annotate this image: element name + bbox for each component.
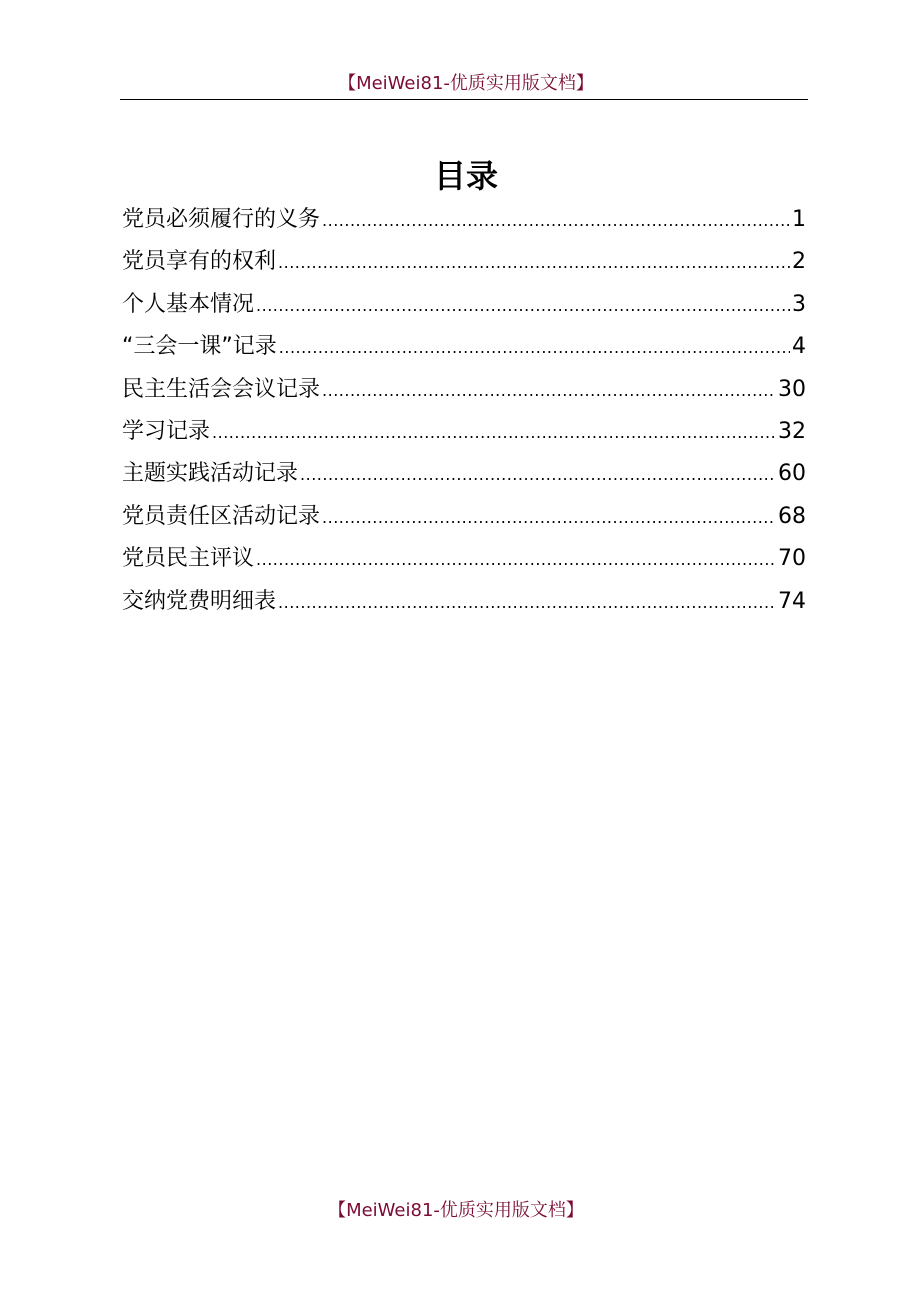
toc-entry[interactable] xyxy=(122,284,806,326)
toc-entry-page: 30 xyxy=(778,376,806,402)
toc-entry-label: 主题实践活动记录 xyxy=(122,461,299,487)
toc-entry-label: 党员责任区活动记录 xyxy=(122,503,321,529)
toc-entry[interactable] xyxy=(122,581,806,623)
toc-entry[interactable] xyxy=(122,411,806,453)
toc-leader-dots xyxy=(278,582,776,624)
toc-entry-page: 32 xyxy=(778,418,806,444)
toc-entry-page: 68 xyxy=(778,503,806,529)
toc-leader-dots xyxy=(256,285,790,327)
toc-entry-label: 交纳党费明细表 xyxy=(122,588,277,614)
toc-leader-dots xyxy=(322,370,776,412)
toc-entry-page: 1 xyxy=(792,207,806,232)
toc-leader-dots xyxy=(300,454,776,496)
header-divider xyxy=(120,99,808,100)
toc-entry[interactable] xyxy=(122,241,806,283)
toc-entry[interactable] xyxy=(122,453,806,495)
toc-entry-label: 党员享有的权利 xyxy=(122,249,277,275)
toc-leader-dots xyxy=(278,242,790,284)
page-header: 【MeiWei81-优质实用版文档】 xyxy=(338,73,594,94)
toc-entry-page: 2 xyxy=(792,249,806,275)
toc-leader-dots xyxy=(256,539,776,581)
toc-entry-page: 4 xyxy=(792,334,806,360)
toc-entry-page: 60 xyxy=(778,461,806,487)
toc-leader-dots xyxy=(279,327,790,369)
toc-leader-dots xyxy=(322,497,776,539)
toc-entry[interactable] xyxy=(122,199,806,241)
toc-entry-page: 3 xyxy=(792,291,806,317)
toc-entry-page: 74 xyxy=(778,588,806,614)
toc-entry[interactable] xyxy=(122,326,806,368)
page-footer: 【MeiWei81-优质实用版文档】 xyxy=(328,1200,584,1221)
toc-entry-label: 学习记录 xyxy=(122,418,211,444)
toc-title: 目录 xyxy=(433,157,498,195)
toc-entry-label: 党员必须履行的义务 xyxy=(122,207,321,232)
toc-entry-label: “三会一课”记录 xyxy=(122,334,277,360)
toc-entry-label: 民主生活会会议记录 xyxy=(122,376,321,402)
toc-entry-page: 70 xyxy=(778,546,806,572)
toc-entry-label: 党员民主评议 xyxy=(122,546,255,572)
toc-leader-dots xyxy=(212,412,776,454)
toc-entry[interactable] xyxy=(122,369,806,411)
table-of-contents xyxy=(122,199,806,623)
toc-entry[interactable] xyxy=(122,496,806,538)
toc-entry-label: 个人基本情况 xyxy=(122,291,255,317)
toc-leader-dots xyxy=(322,200,790,242)
toc-entry[interactable] xyxy=(122,538,806,580)
